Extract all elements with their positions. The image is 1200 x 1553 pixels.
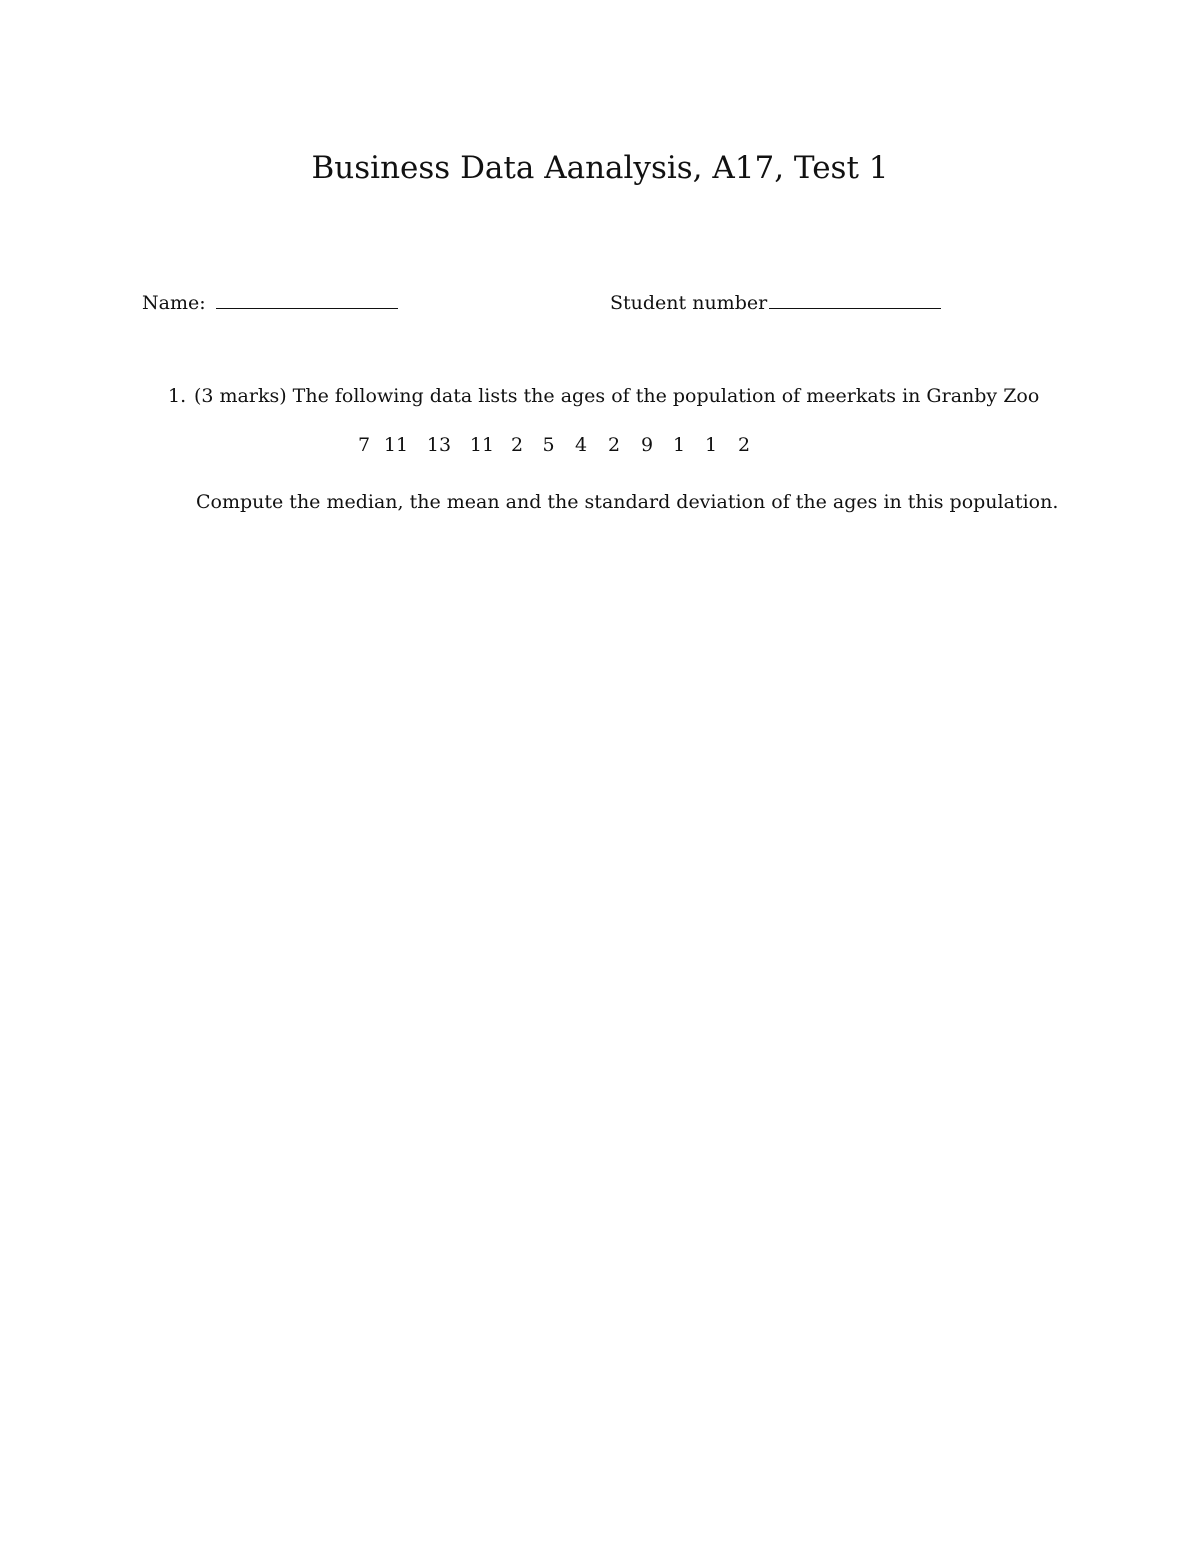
data-value: 1 [672,434,686,456]
name-field [142,288,398,316]
question-instruction: Compute the median, the mean and the standard deviation of the ages in this population. [196,491,1059,513]
name-label: Name: [142,292,206,314]
data-value: 2 [510,434,524,456]
data-value: 2 [737,434,751,456]
data-value: 2 [607,434,621,456]
data-value: 9 [640,434,654,456]
data-value: 11 [469,434,495,456]
student-number-label: Student number [610,292,768,314]
data-value: 5 [542,434,555,456]
question-text: (3 marks) The following data lists the ages of the population of meerkats in Granby Zoo [194,385,1040,407]
data-value: 4 [574,434,588,456]
data-value: 11 [383,434,409,456]
question-number: 1. [168,385,187,407]
student-number-blank-line[interactable] [769,288,941,309]
question-1 [168,383,1039,409]
name-blank-line[interactable] [216,288,398,309]
data-value: 1 [704,434,718,456]
page-title: Business Data Aanalysis, A17, Test 1 [311,150,889,186]
data-value: 7 [357,434,371,456]
data-value: 13 [426,434,452,456]
data-values-row [352,432,761,458]
student-number-field [610,288,941,316]
